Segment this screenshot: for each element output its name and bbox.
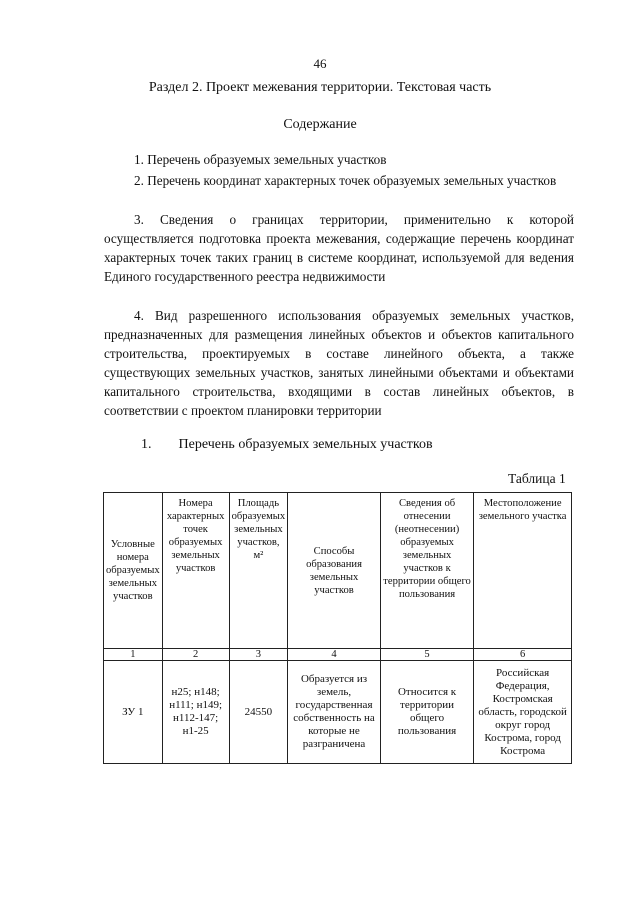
table-label: Таблица 1	[508, 471, 566, 486]
table-column-number-row	[104, 649, 572, 661]
column-number: 4	[288, 649, 381, 661]
section-heading	[141, 437, 433, 453]
column-number: 2	[162, 649, 229, 661]
toc-item-3: 3. Сведения о границах территории, применительно к которой осуществляется подготовка проекта межевания, содержащие перечень координат характерных точек таких границ в системе координат, используемой для ведения Единого государственного реестра недвижимости	[104, 212, 574, 284]
cell-area: 24550	[229, 661, 288, 764]
header-cell-plot-number: Условные номера образуемых земельных участков	[104, 493, 163, 649]
column-number: 6	[474, 649, 572, 661]
header-cell-location: Местоположение земельного участка	[474, 493, 572, 649]
toc-item-1: 1. Перечень образуемых земельных участков	[134, 152, 387, 167]
toc-item-2: 2. Перечень координат характерных точек образуемых земельных участков	[134, 173, 557, 188]
header-cell-points: Номера характерных точек образуемых земельных участков	[162, 493, 229, 649]
header-cell-area: Площадь образуемых земельных участков, м²	[229, 493, 288, 649]
land-plots-table	[103, 492, 572, 764]
toc-item-4: 4. Вид разрешенного использования образуемых земельных участков, предназначенных для размещения линейных объектов и объектов капитального строительства, проектируемых в составе линейного объекта, а также существующих земельных участков, занятых линейными объектами и объектами капитального строительства, входящими в состав линейных объектов, в соответствии с проектом планировки территории	[104, 308, 574, 418]
column-number: 3	[229, 649, 288, 661]
page-number: 46	[313, 56, 327, 71]
section-title: Раздел 2. Проект межевания территории. Текстовая часть	[148, 80, 492, 95]
section-heading-number: 1.	[141, 437, 152, 452]
header-cell-public-use: Сведения об отнесении (неотнесении) образуемых земельных участков к территории общего пользования	[380, 493, 473, 649]
contents-title: Содержание	[283, 117, 357, 132]
cell-formation-method: Образуется из земель, государственная собственность на которые не разграничена	[288, 661, 381, 764]
cell-public-use: Относится к территории общего пользования	[380, 661, 473, 764]
cell-plot-number: ЗУ 1	[104, 661, 163, 764]
column-number: 5	[380, 649, 473, 661]
table-header-row	[104, 493, 572, 649]
cell-location: Российская Федерация, Костромская область, городской округ город Кострома, город Кострома	[474, 661, 572, 764]
header-cell-formation-method: Способы образования земельных участков	[288, 493, 381, 649]
column-number: 1	[104, 649, 163, 661]
cell-points: н25; н148; н111; н149; н112-147; н1-25	[162, 661, 229, 764]
table-row	[104, 661, 572, 764]
section-heading-text: Перечень образуемых земельных участков	[178, 437, 433, 452]
